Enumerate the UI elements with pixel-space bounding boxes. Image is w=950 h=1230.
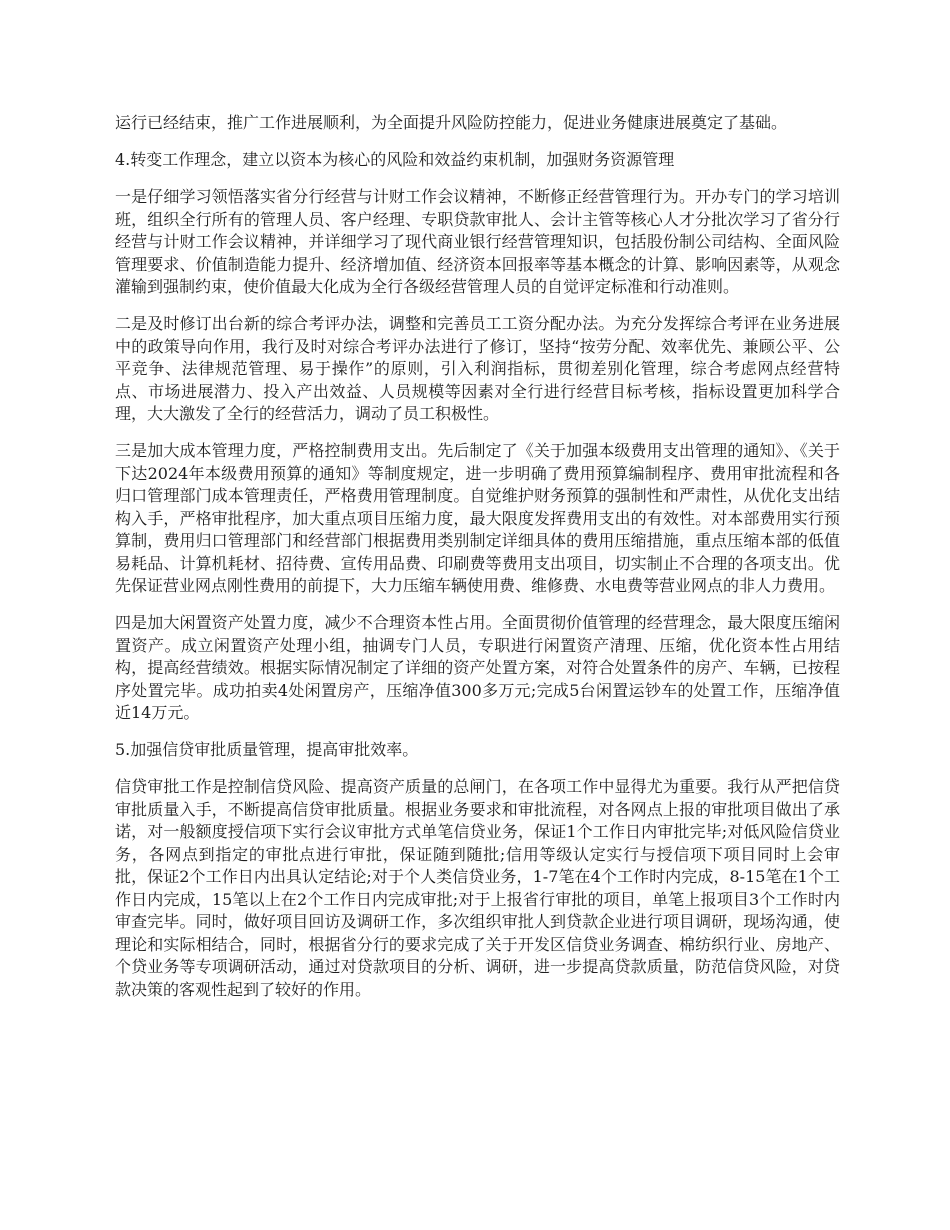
paragraph-credit-approval: 信贷审批工作是控制信贷风险、提高资产质量的总闸门，在各项工作中显得尤为重要。我行从严把信贷审批质量入手，不断提高信贷审批质量。根据业务要求和审批流程，对各网点上报的审批项目做出了承诺，对一般额度授信项下实行会议审批方式单笔信贷业务，保证1个工作日内审批完毕;对低风险信贷业务，各网点到指定的审批点进行审批，保证随到随批;信用等级认定实行与授信项下项目同时上会审批，保证2个工作日内出具认定结论;对于个人类信贷业务，1-7笔在4个工作时内完成，8-15笔在1个工作日内完成，15笔以上在2个工作日内完成审批;对于上报省行审批的项目，单笔上报项目3个工作时内审查完毕。同时，做好项目回访及调研工作，多次组织审批人到贷款企业进行项目调研，现场沟通，使理论和实际相结合，同时，根据省分行的要求完成了关于开发区信贷业务调查、棉纺织行业、房地产、个贷业务等专项调研活动，通过对贷款项目的分析、调研，进一步提高贷款质量，防范信贷风险，对贷款决策的客观性起到了较好的作用。 xyxy=(115,777,840,999)
paragraph-idle-assets: 四是加大闲置资产处置力度，减少不合理资本性占用。全面贯彻价值管理的经营理念，最大限度压缩闲置资产。成立闲置资产处理小组，抽调专门人员，专职进行闲置资产清理、压缩，优化资本性占用结构，提高经营绩效。根据实际情况制定了详细的资产处置方案，对符合处置条件的房产、车辆，已按程序处置完毕。成功拍卖4处闲置房产，压缩净值300多万元;完成5台闲置运钞车的处置工作，压缩净值近14万元。 xyxy=(115,613,840,722)
section-heading-4: 4.转变工作理念，建立以资本为核心的风险和效益约束机制，加强财务资源管理 xyxy=(115,150,675,169)
section-heading-5: 5.加强信贷审批质量管理，提高审批效率。 xyxy=(115,740,419,759)
document-page xyxy=(115,112,840,1016)
paragraph-evaluation: 二是及时修订出台新的综合考评办法，调整和完善员工工资分配办法。为充分发挥综合考评在业务进展中的政策导向作用，我行及时对综合考评办法进行了修订，坚持“按劳分配、效率优先、兼顾公平、公平竞争、法律规范管理、易于操作”的原则，引入利润指标，贯彻差别化管理，综合考虑网点经营特点、市场进展潜力、投入产出效益、人员规模等因素对全行进行经营目标考核，指标设置更加科学合理，大大激发了全行的经营活力，调动了员工积极性。 xyxy=(115,314,840,423)
paragraph-cost-control: 三是加大成本管理力度，严格控制费用支出。先后制定了《关于加强本级费用支出管理的通知》、《关于下达2024年本级费用预算的通知》等制度规定，进一步明确了费用预算编制程序、费用审批流程和各归口管理部门成本管理责任，严格费用管理制度。自觉维护财务预算的强制性和严肃性，从优化支出结构入手，严格审批程序，加大重点项目压缩力度，最大限度发挥费用支出的有效性。对本部费用实行预算制，费用归口管理部门和经营部门根据费用类别制定详细具体的费用压缩措施，重点压缩本部的低值易耗品、计算机耗材、招待费、宣传用品费、印刷费等费用支出项目，切实制止不合理的各项支出。优先保证营业网点刚性费用的前提下，大力压缩车辆使用费、维修费、水电费等营业网点的非人力费用。 xyxy=(115,441,840,595)
paragraph-continuation: 运行已经结束，推广工作进展顺利，为全面提升风险防控能力，促进业务健康进展奠定了基础。 xyxy=(115,113,788,132)
paragraph-learning: 一是仔细学习领悟落实省分行经营与计财工作会议精神，不断修正经营管理行为。开办专门的学习培训班，组织全行所有的管理人员、客户经理、专职贷款审批人、会计主管等核心人才分批次学习了省分行经营与计财工作会议精神，并详细学习了现代商业银行经营管理知识，包括股份制公司结构、全面风险管理要求、价值制造能力提升、经济增加值、经济资本回报率等基本概念的计算、影响因素等，从观念灌输到强制约束，使价值最大化成为全行各级经营管理人员的自觉评定标准和行动准则。 xyxy=(115,187,840,296)
